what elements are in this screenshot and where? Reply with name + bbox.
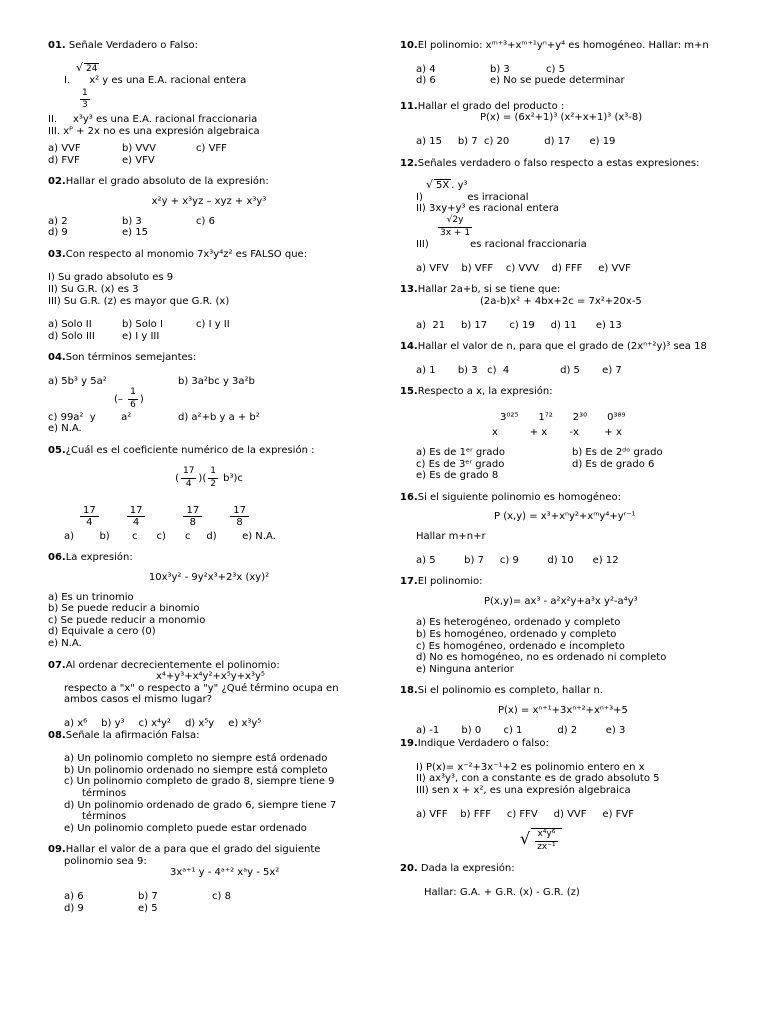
question-text: La expresión: — [65, 552, 133, 564]
question-text: Hallar el valor de n, para que el grado de (2xⁿ⁺²y)³ sea 18 — [417, 341, 707, 353]
question-continuation: respecto a "x" o respecto a "y" ¿Qué término ocupa en — [64, 682, 339, 694]
option-e[interactable]: e) N.A. — [48, 637, 82, 649]
question-number: 20. — [400, 863, 418, 875]
option-e[interactable]: e) 5 — [138, 902, 158, 914]
option-c[interactable]: c) I y II — [196, 319, 230, 331]
expression: x²y + x³yz – xyz + x³y³ — [151, 195, 267, 207]
option-a[interactable]: a) Un polinomio completo no siempre está ordenado — [64, 753, 328, 765]
question-number: 13. — [400, 284, 418, 296]
options — [48, 718, 370, 730]
question-text: El polinomio: xᵐ⁺³+xᵐ⁺¹yⁿ+y⁴ es homogéneo. Hallar: m+n — [417, 40, 709, 51]
question-19 — [400, 738, 722, 853]
question-number: 03. — [48, 248, 66, 260]
right-column — [400, 40, 722, 909]
option-d[interactable]: d) Equivale a cero (0) — [48, 626, 156, 638]
option-a[interactable]: a) Solo II — [48, 319, 92, 331]
radical-5x: √ 5X . y³ — [426, 178, 468, 192]
option-c[interactable]: c) Es homogéneo, ordenado e incompleto — [416, 640, 625, 652]
option-b[interactable]: b) Es de 2ᵈᵒ grado — [572, 447, 663, 459]
question-number: 09. — [48, 844, 66, 856]
question-17 — [400, 576, 722, 675]
option-d[interactable]: d) a²+b y a + b² — [178, 411, 260, 423]
question-number: 14. — [400, 341, 418, 353]
option-c[interactable]: c) Es de 3ᵉʳ grado — [416, 458, 505, 470]
statement-iii: III) Su G.R. (z) es mayor que G.R. (x) — [48, 295, 230, 307]
question-text: Señales verdadero o falso respecto a estas expresiones: — [417, 157, 700, 169]
x-terms: x + x -x + x — [492, 427, 622, 439]
option-b[interactable]: b) Es homogéneo, ordenado y completo — [416, 629, 617, 640]
expression: x⁴+y³+x⁴y²+x⁵y+x³y⁵ — [156, 671, 265, 683]
option-e[interactable]: e) Un polinomio completo puede estar ordenado — [64, 822, 307, 834]
option-c[interactable]: c) 99a² y a² — [48, 411, 132, 423]
question-ask: Hallar m+n+r — [416, 531, 486, 543]
power-term-4: 0³⁸⁹ — [607, 411, 626, 423]
option-c[interactable]: c) Un polinomio completo de grado 8, siempre tiene 9 — [64, 776, 335, 788]
option-e[interactable]: e) No se puede determinar — [490, 75, 625, 87]
option-b[interactable]: b) Se puede reducir a binomio — [48, 603, 200, 615]
option-e[interactable]: e) Es de grado 8 — [416, 470, 499, 482]
option-a[interactable]: a) 2 — [48, 215, 68, 227]
left-column — [48, 40, 370, 924]
options-line[interactable]: a) 15 b) 7 c) 20 d) 17 e) 19 — [416, 135, 616, 147]
option-c[interactable]: c) x⁴y² — [138, 717, 171, 729]
fraction-minus-one-sixth: (– $\frac{1}{6}$ ) — [114, 387, 144, 411]
power-term-1: 3⁰²⁵ — [500, 411, 519, 423]
option-e[interactable]: e) VFV — [122, 154, 155, 166]
options — [400, 64, 722, 87]
option-c[interactable]: c) VFF — [196, 143, 227, 155]
question-continuation-2: ambos casos el mismo lugar? — [64, 694, 212, 706]
question-number: 10. — [400, 40, 418, 51]
question-text: ¿Cuál es el coeficiente numérico de la expresión : — [65, 444, 315, 456]
options — [48, 216, 370, 239]
option-e[interactable]: e) Ninguna anterior — [416, 663, 514, 675]
fraction-c: 17 8 — [183, 505, 202, 529]
question-text: Son términos semejantes: — [65, 352, 197, 364]
option-c[interactable]: c) 8 — [212, 891, 231, 903]
expression: 10x³y² - 9y²x³+2³x (xy)² — [148, 572, 270, 583]
statement-iii: III) es racional fraccionaria — [416, 239, 587, 251]
option-b[interactable]: b) 7 — [138, 891, 158, 903]
question-20 — [400, 863, 722, 898]
question-18 — [400, 685, 722, 736]
question-01 — [48, 40, 370, 166]
option-b[interactable]: b) VVV — [122, 143, 156, 155]
question-text: Hallar 2a+b, si se tiene que: — [417, 284, 561, 296]
question-14 — [400, 341, 722, 376]
power-term-2: 1⁷² — [538, 411, 553, 423]
fraction-one-third: $\frac{1}{3}$ — [82, 87, 88, 111]
expression: P(x) = xⁿ⁺¹+3xⁿ⁺²+xⁿ⁺³+5 — [498, 704, 628, 716]
option-a[interactable]: a) VVF — [48, 143, 81, 155]
option-a[interactable]: a) x⁶ — [64, 717, 88, 729]
question-text: Si el siguiente polinomio es homogéneo: — [417, 491, 621, 503]
expression: P(x) = (6x²+1)³ (x²+x+1)³ (x³-8) — [480, 112, 643, 124]
option-a[interactable]: a) 6 — [64, 891, 84, 903]
option-e[interactable]: e) x³y⁵ — [228, 717, 262, 729]
option-e[interactable]: e) I y III — [122, 330, 160, 342]
options — [400, 447, 722, 482]
radical-expression: √ $\frac{\text{x⁴y⁶}}{\text{zx⁻¹}}$ — [520, 828, 722, 853]
question-number: 06. — [48, 552, 66, 564]
option-e[interactable]: e) N.A. — [48, 423, 82, 435]
answer-fractions — [80, 505, 370, 529]
options-line[interactable]: a) b) c c) c d) e) N.A. — [64, 530, 276, 542]
options — [48, 891, 370, 914]
question-08 — [48, 730, 370, 835]
question-text: Respecto a x, la expresión: — [417, 386, 553, 398]
question-number: 11. — [400, 100, 418, 112]
option-d[interactable]: d) Es de grado 6 — [572, 458, 655, 470]
question-03 — [48, 249, 370, 343]
question-number: 07. — [48, 659, 66, 671]
option-b[interactable]: b) Un polinomio ordenado no siempre está completo — [64, 764, 328, 776]
option-a[interactable]: a) 5b³ y 5a² — [48, 375, 107, 387]
option-d[interactable]: d) No es homogéneo, no es ordenado ni completo — [416, 652, 667, 664]
question-07 — [48, 660, 370, 730]
radical-24: √ 24 — [76, 60, 98, 74]
option-c[interactable]: c) 6 — [196, 215, 215, 227]
question-number: 16. — [400, 491, 418, 503]
option-b[interactable]: b) 3a²bc y 3a²b — [178, 375, 255, 387]
question-09 — [48, 844, 370, 914]
question-number: 12. — [400, 157, 418, 169]
question-12 — [400, 158, 722, 275]
question-04 — [48, 352, 370, 435]
statement-i: I) P(x)= x⁻²+3x⁻¹+2 es polinomio entero en x — [416, 761, 645, 773]
question-text: Dada la expresión: — [417, 863, 515, 875]
option-d[interactable]: d) Un polinomio ordenado de grado 6, siempre tiene 7 — [64, 799, 337, 811]
option-b[interactable]: b) 3 — [490, 63, 510, 75]
option-d[interactable]: d) 9 — [48, 227, 68, 239]
option-e[interactable]: e) 15 — [122, 227, 148, 239]
option-a[interactable]: a) Es de 1ᵉʳ grado — [416, 447, 505, 459]
option-c[interactable]: c) Se puede reducir a monomio — [48, 614, 206, 626]
power-term-3: 2³⁰ — [572, 411, 588, 423]
question-number: 15. — [400, 386, 418, 398]
options-line[interactable]: a) 21 b) 17 c) 19 d) 11 e) 13 — [416, 319, 622, 331]
option-d-continuation: términos — [82, 811, 127, 823]
statement-i: I. x² y es una E.A. racional entera — [64, 75, 247, 87]
statement-iii: III. xᴾ + 2x no es una expresión algebraica — [48, 125, 260, 137]
question-06 — [48, 552, 370, 649]
question-15 — [400, 386, 722, 482]
statement-ii: II) ax³y³, con a constante es de grado absoluto 5 — [416, 773, 660, 785]
question-number: 17. — [400, 576, 418, 588]
fraction-d: 17 8 — [230, 505, 249, 529]
coefficient-expression: ( $\frac{17}{4}$ )( $\frac{1}{2}$ b³)c — [175, 466, 243, 490]
options-line[interactable]: a) 5 b) 7 c) 9 d) 10 e) 12 — [416, 554, 619, 566]
statement-ii: II) 3xy+y³ es racional entera — [416, 203, 560, 215]
question-number: 01. — [48, 40, 66, 51]
question-text-2: polinomio sea 9: — [64, 855, 147, 867]
question-number: 08. — [48, 729, 66, 741]
question-text: Con respecto al monomio 7x³y⁴z² es FALSO que: — [65, 248, 308, 260]
option-d[interactable]: d) Solo III — [48, 330, 95, 342]
question-text: Hallar el grado absoluto de la expresión: — [65, 176, 269, 188]
question-number: 02. — [48, 176, 66, 188]
statement-ii: II. x³y³ es una E.A. racional fraccionaria — [48, 113, 258, 125]
options-line[interactable]: a) -1 b) 0 c) 1 d) 2 e) 3 — [416, 724, 626, 736]
option-c[interactable]: c) 5 — [546, 63, 565, 75]
power-terms — [500, 412, 722, 424]
options-line[interactable]: a) VFF b) FFF c) FFV d) VVF e) FVF — [416, 808, 634, 820]
question-16 — [400, 492, 722, 566]
question-ask: Hallar: G.A. + G.R. (x) - G.R. (z) — [424, 886, 580, 898]
option-b[interactable]: b) y³ — [101, 717, 125, 729]
option-b[interactable]: b) 3 — [122, 215, 142, 227]
options-line[interactable]: a) VFV b) VFF c) VVV d) FFF e) VVF — [416, 262, 631, 274]
expression: P (x,y) = x³+xⁿy²+xᵐy⁴+yʳ⁻¹ — [494, 511, 636, 523]
options — [48, 143, 370, 166]
question-11 — [400, 101, 722, 148]
question-text: Hallar el grado del producto : — [417, 100, 565, 112]
question-text: Indique Verdadero o falso: — [417, 738, 549, 750]
question-text: El polinomio: — [417, 576, 483, 588]
question-text: Si el polinomio es completo, hallar n. — [417, 685, 603, 697]
option-d[interactable]: d) FVF — [48, 154, 80, 166]
options — [48, 319, 370, 342]
question-text: Señale Verdadero o Falso: — [68, 40, 199, 51]
fraction-b: 17 4 — [127, 505, 146, 529]
option-d[interactable]: d) 9 — [64, 902, 84, 914]
question-10 — [400, 40, 722, 87]
question-number: 18. — [400, 685, 418, 697]
question-text: Señale la afirmación Falsa: — [65, 729, 200, 741]
question-number: 19. — [400, 738, 418, 750]
expression: P(x,y)= ax³ - a²x²y+a³x y²-a⁴y³ — [484, 595, 638, 607]
statement-i: I) es irracional — [416, 191, 529, 203]
expression: 3xᵃ⁺¹ y - 4ᵃ⁺² xᵃy - 5x² — [170, 867, 280, 879]
statement-i: I) Su grado absoluto es 9 — [48, 272, 174, 284]
question-02 — [48, 176, 370, 238]
options-line[interactable]: a) 1 b) 3 c) 4 d) 5 e) 7 — [416, 364, 622, 376]
option-d[interactable]: d) 6 — [416, 75, 436, 87]
question-text: Al ordenar decrecientemente el polinomio: — [65, 659, 280, 671]
option-d[interactable]: d) x⁵y — [184, 717, 215, 729]
fraction-sqrt2y: $\frac{√2y}{3x + 1}$ — [440, 214, 471, 238]
option-b[interactable]: b) Solo I — [122, 319, 163, 331]
question-number: 05. — [48, 444, 66, 456]
statement-ii: II) Su G.R. (x) es 3 — [48, 283, 139, 295]
fraction-a: 17 4 — [80, 505, 99, 529]
option-a[interactable]: a) 4 — [416, 63, 436, 75]
question-05 — [48, 445, 370, 543]
option-a[interactable]: a) Es heterogéneo, ordenado y completo — [416, 617, 621, 629]
question-13 — [400, 284, 722, 331]
question-number: 04. — [48, 352, 66, 364]
question-text: Hallar el valor de a para que el grado del siguiente — [65, 844, 321, 856]
statement-iii: III) sen x + x², es una expresión algebraica — [416, 784, 631, 796]
option-a[interactable]: a) Es un trinomio — [48, 591, 134, 603]
expression: (2a-b)x² + 4bx+2c = 7x²+20x-5 — [480, 295, 642, 307]
option-c-continuation: términos — [82, 787, 127, 799]
